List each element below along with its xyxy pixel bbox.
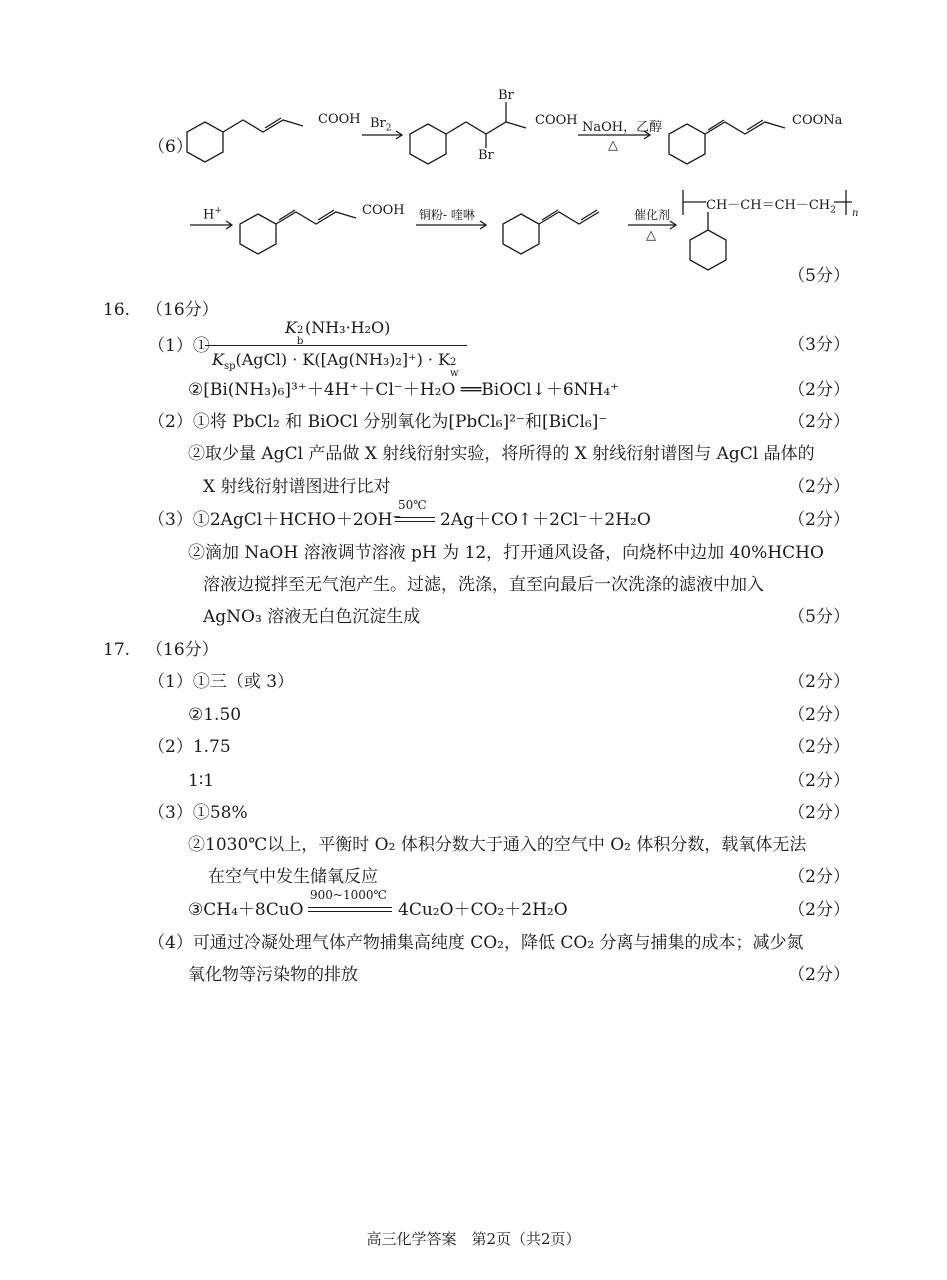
r2-condition: △ xyxy=(608,138,618,153)
q16-3-rest: 2Ag＋CO↑＋2Cl⁻＋2H₂O xyxy=(440,510,651,530)
q17-score: （2分） xyxy=(788,803,850,823)
q17-3-2-line1: ②1030℃以上，平衡时 O₂ 体积分数大于通入的空气中 O₂ 体积分数，载氧体无法 xyxy=(188,835,807,855)
equals-sign xyxy=(308,907,392,912)
q17-line: ②1.50 xyxy=(188,705,242,725)
q16-1-score: （3分） xyxy=(788,335,850,355)
q16-3-line3: 溶液边搅拌至无气泡产生。过滤，洗涤，直至向最后一次洗涤的滤液中加入 xyxy=(203,575,764,595)
fraction-numerator: K 2 b (NH₃·H₂O) xyxy=(285,318,391,347)
q16-3-line2: ②滴加 NaOH 溶液调节溶液 pH 为 12，打开通风设备，向烧杯中边加 40%HCHO xyxy=(188,543,824,563)
page-footer: 高三化学答案 第2页（共2页） xyxy=(366,1230,581,1248)
q17-3-2-score: （2分） xyxy=(788,867,850,887)
benzene-ring xyxy=(240,214,276,254)
q16-2-line3: X 射线衍射谱图进行比对 xyxy=(203,477,391,497)
r2-reagent: NaOH，乙醇 xyxy=(582,120,663,135)
q16-points: （16分） xyxy=(146,300,219,320)
q16-number: 16. xyxy=(103,300,131,320)
q17-4-line2: 氧化物等污染物的排放 xyxy=(188,965,358,985)
q17-score: （2分） xyxy=(788,672,850,692)
q17-line: （1）①三（或 3） xyxy=(148,672,295,692)
q16-3-score2: （5分） xyxy=(788,607,850,627)
q17-3-3-condition: 900~1000℃ xyxy=(310,888,387,902)
reaction-scheme xyxy=(0,80,947,280)
q16-2-line2: ②取少量 AgCl 产品做 X 射线衍射实验，将所得的 X 射线衍射谱图与 AgCl 晶体的 xyxy=(188,444,815,464)
polymer-n: n xyxy=(852,208,859,219)
m4-group: COOH xyxy=(362,203,405,218)
q17-line: （3）①58% xyxy=(148,803,248,823)
q17-line: 1∶1 xyxy=(188,771,215,791)
benzene-ring xyxy=(690,230,726,270)
q16-1-score2: （2分） xyxy=(788,380,850,400)
fraction-denominator: $K_{sp}(AgCl) \cdot K([Ag(NH_3)_2]^+) \cdot K$ 2 w xyxy=(212,350,459,379)
scheme-label: （6） xyxy=(148,137,193,157)
q16-1-label: （1）① xyxy=(148,336,210,356)
q16-3-condition: 50℃ xyxy=(398,498,427,512)
m2-br-top: Br xyxy=(498,88,514,103)
q17-4-line1: （4）可通过冷凝处理气体产物捕集高纯度 CO₂，降低 CO₂ 分离与捕集的成本；减少氮 xyxy=(148,933,804,953)
reaction-scheme-svg xyxy=(0,80,947,280)
q16-3-label: （3）①2AgCl＋HCHO＋2OH⁻ xyxy=(148,510,402,530)
m2-br-bottom: Br xyxy=(478,148,494,163)
r5-reagent: 催化剂 xyxy=(634,208,671,222)
r4-reagent: 铜粉- 喹啉 xyxy=(419,208,475,222)
q17-3-3-left: ③CH₄＋8CuO xyxy=(188,900,304,920)
r3-reagent: H+ xyxy=(203,206,222,223)
benzene-ring xyxy=(669,124,705,164)
q17-4-score: （2分） xyxy=(788,965,850,985)
m2-group: COOH xyxy=(535,113,578,128)
q17-score: （2分） xyxy=(788,705,850,725)
benzene-ring xyxy=(410,124,446,164)
polymer-chain: $CH-CH=CH-CH_2$ xyxy=(706,198,836,216)
equals-sign xyxy=(395,517,435,522)
q17-3-3-score: （2分） xyxy=(788,900,850,920)
benzene-ring xyxy=(503,214,539,254)
q16-3-line4: AgNO₃ 溶液无白色沉淀生成 xyxy=(203,607,421,627)
q17-3-2-line2: 在空气中发生储氧反应 xyxy=(208,867,378,887)
fraction-bar xyxy=(205,345,467,346)
scheme-score: （5分） xyxy=(788,266,850,286)
q17-number: 17. xyxy=(103,640,131,660)
r5-condition: △ xyxy=(646,228,656,243)
q16-2-score1: （2分） xyxy=(788,412,850,432)
q16-1-eq2: ②[Bi(NH₃)₆]³⁺＋4H⁺＋Cl⁻＋H₂O ══BiOCl↓＋6NH₄⁺ xyxy=(188,380,620,400)
m1-group: COOH xyxy=(318,112,361,127)
q17-points: （16分） xyxy=(146,640,219,660)
q17-score: （2分） xyxy=(788,737,850,757)
q17-line: （2）1.75 xyxy=(148,737,231,757)
q16-3-score1: （2分） xyxy=(788,510,850,530)
q16-2-score2: （2分） xyxy=(788,477,850,497)
q17-score: （2分） xyxy=(788,771,850,791)
m3-group: COONa xyxy=(792,113,843,128)
q16-2-line1: （2）①将 PbCl₂ 和 BiOCl 分别氧化为[PbCl₆]²⁻和[BiCl₆]⁻ xyxy=(148,412,608,432)
q17-3-3-right: 4Cu₂O＋CO₂＋2H₂O xyxy=(398,900,568,920)
r1-reagent: $Br_2$ xyxy=(370,116,392,134)
